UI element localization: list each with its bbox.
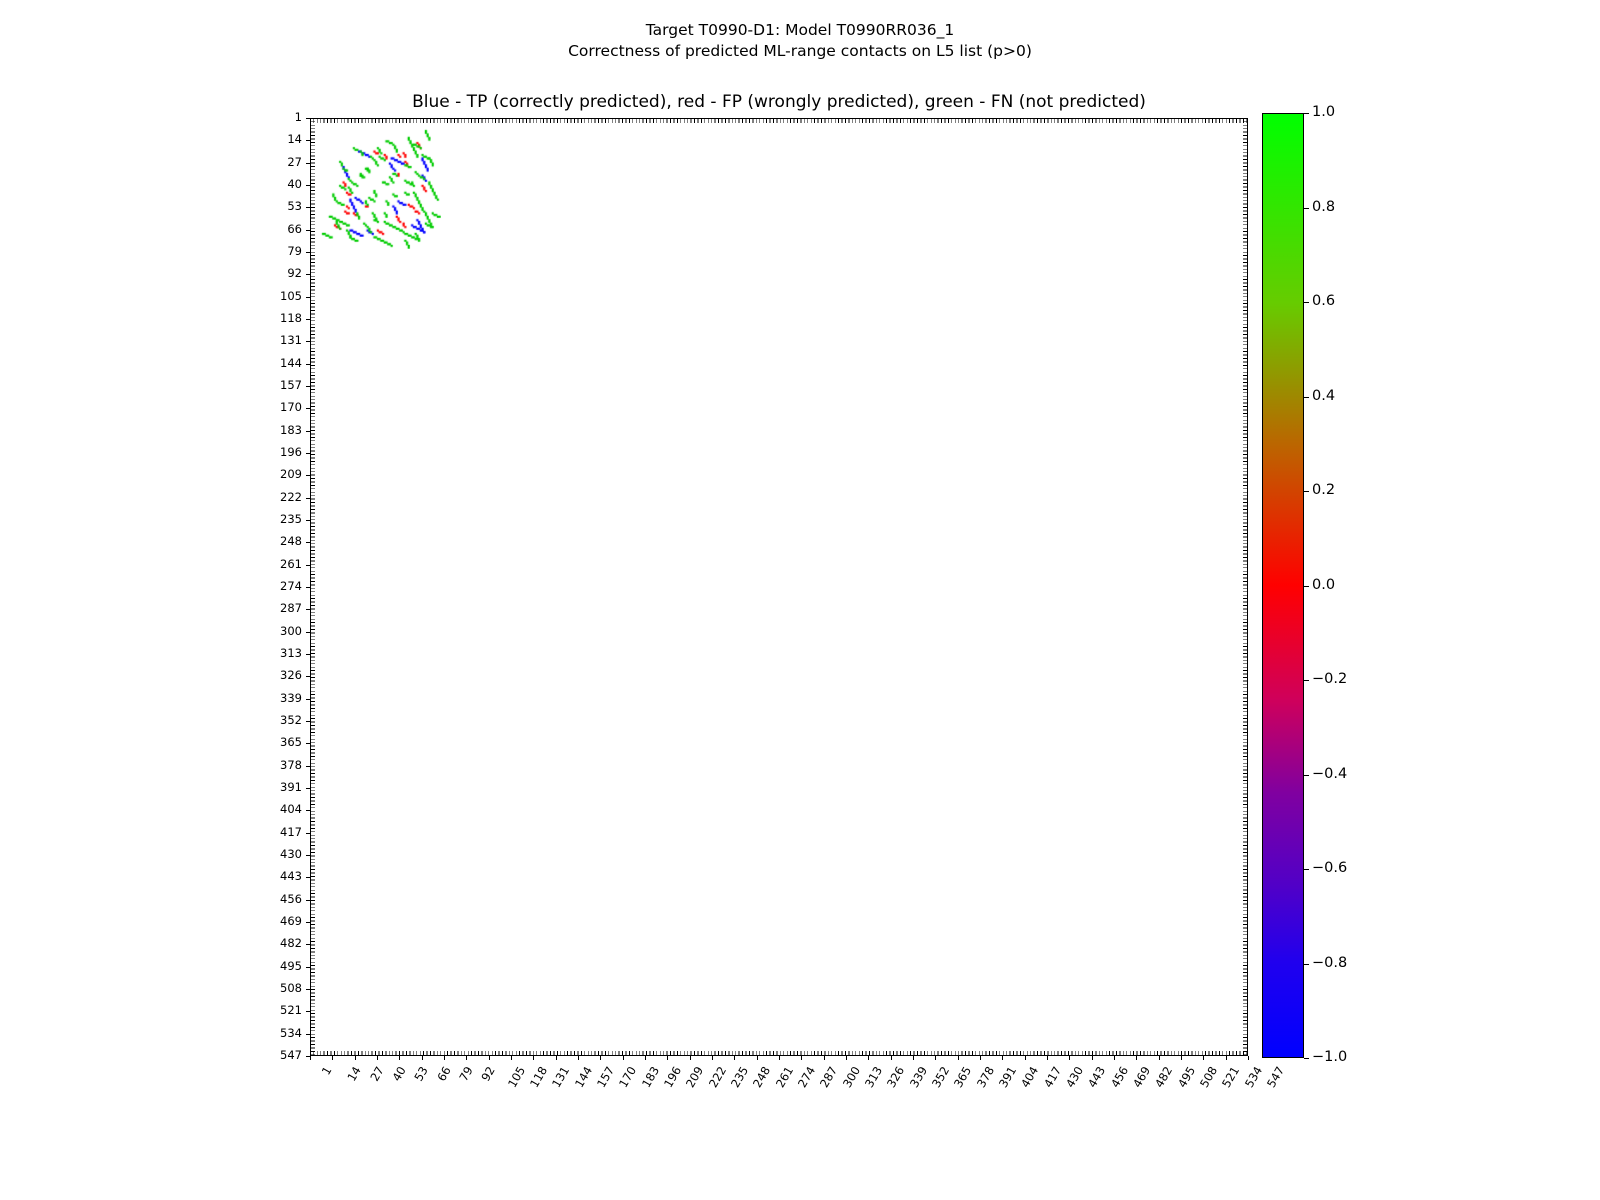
y-major-tick: [306, 855, 310, 856]
colorbar-tick-label: 0.2: [1312, 482, 1336, 498]
y-major-tick: [306, 654, 310, 655]
colorbar-tick: [1304, 302, 1309, 303]
x-tick-label: 66: [433, 1064, 454, 1084]
y-major-tick: [306, 520, 310, 521]
colorbar-tick-label: 0.8: [1312, 198, 1336, 215]
x-major-tick: [444, 1056, 445, 1060]
x-major-tick: [757, 1056, 758, 1060]
x-tick-label: 157: [593, 1064, 618, 1091]
y-tick-label: 27: [287, 154, 302, 169]
x-major-tick: [645, 1056, 646, 1060]
colorbar-tick-label: −1.0: [1312, 1049, 1348, 1065]
colorbar-tick-label: −0.2: [1312, 671, 1348, 687]
x-major-tick: [712, 1056, 713, 1060]
x-major-tick: [1114, 1056, 1115, 1060]
y-major-tick: [306, 207, 310, 208]
y-tick-label: 79: [287, 244, 302, 258]
x-tick-label: 417: [1040, 1064, 1064, 1091]
colorbar-tick: [1304, 680, 1309, 681]
colorbar-tick-label: −0.6: [1312, 860, 1348, 876]
x-major-tick: [734, 1056, 735, 1060]
x-major-tick: [578, 1056, 579, 1060]
y-tick-label: 261: [280, 556, 302, 571]
y-tick-label: 92: [287, 266, 302, 281]
y-tick-label: 53: [287, 199, 302, 214]
x-major-tick: [1181, 1056, 1182, 1060]
y-major-tick: [306, 431, 310, 432]
x-tick-label: 339: [906, 1064, 930, 1091]
y-major-tick: [306, 565, 310, 566]
legend-description: Blue - TP (correctly predicted), red - FP (wrongly predicted), green - FN (not predicted): [412, 92, 1146, 112]
x-tick-label: 118: [526, 1064, 551, 1091]
contact-map-plot[interactable]: [310, 118, 1248, 1056]
colorbar-tick-label: −0.4: [1312, 765, 1348, 782]
x-major-tick: [511, 1056, 512, 1060]
y-major-tick: [306, 274, 310, 275]
x-major-tick: [422, 1056, 423, 1060]
x-major-tick: [690, 1056, 691, 1060]
y-major-tick: [306, 788, 310, 789]
y-tick-label: 274: [280, 579, 302, 593]
y-major-tick: [306, 185, 310, 186]
y-tick-label: 170: [280, 400, 302, 415]
y-major-tick: [306, 833, 310, 834]
y-tick-label: 326: [280, 668, 302, 683]
x-tick-label: 300: [839, 1064, 863, 1091]
y-tick-label: 339: [280, 690, 302, 705]
colorbar-tick: [1304, 113, 1309, 114]
x-major-tick: [868, 1056, 869, 1060]
x-tick-label: 469: [1129, 1064, 1154, 1091]
x-major-tick: [1092, 1056, 1093, 1060]
x-major-tick: [623, 1056, 624, 1060]
x-tick-label: 209: [683, 1064, 707, 1091]
x-major-tick: [779, 1056, 780, 1060]
y-major-tick: [306, 1034, 310, 1035]
y-major-tick: [306, 922, 310, 923]
x-major-tick: [913, 1056, 914, 1060]
y-tick-label: 144: [280, 355, 302, 370]
y-major-tick: [306, 341, 310, 342]
x-tick-label: 326: [884, 1064, 908, 1091]
y-major-tick: [306, 766, 310, 767]
y-major-tick: [306, 676, 310, 677]
y-tick-label: 183: [280, 422, 302, 437]
x-major-tick: [466, 1056, 467, 1060]
y-major-tick: [306, 721, 310, 722]
x-tick-label: 313: [861, 1064, 886, 1091]
x-major-tick: [556, 1056, 557, 1060]
y-major-tick: [306, 877, 310, 878]
title-line-1: Target T0990-D1: Model T0990RR036_1: [645, 21, 955, 39]
y-tick-label: 235: [280, 512, 302, 526]
y-tick-label: 131: [280, 333, 302, 348]
x-tick-label: 40: [389, 1064, 409, 1084]
figure-title: [0, 20, 1600, 62]
x-major-tick: [1248, 1056, 1249, 1060]
colorbar-tick-label: 0.0: [1312, 576, 1336, 593]
x-major-tick: [846, 1056, 847, 1060]
y-tick-label: 352: [280, 713, 302, 727]
x-tick-label: 521: [1219, 1064, 1243, 1091]
x-tick-label: 248: [750, 1064, 774, 1091]
y-tick-label: 248: [280, 534, 302, 549]
x-major-tick: [1136, 1056, 1137, 1060]
y-major-tick: [306, 118, 310, 119]
x-major-tick: [891, 1056, 892, 1060]
x-tick-label: 365: [951, 1064, 975, 1091]
colorbar-tick-label: 0.6: [1312, 293, 1336, 309]
y-tick-label: 105: [280, 288, 302, 303]
y-axis-tick-labels: [258, 0, 302, 1200]
colorbar-tick: [1304, 397, 1309, 398]
y-major-tick: [306, 140, 310, 141]
y-tick-label: 534: [280, 1025, 302, 1040]
x-tick-label: 443: [1085, 1064, 1109, 1091]
colorbar-tick: [1304, 964, 1309, 965]
x-tick-label: 105: [504, 1064, 528, 1091]
x-major-tick: [1002, 1056, 1003, 1060]
y-tick-label: 378: [280, 757, 302, 772]
x-major-tick: [355, 1056, 356, 1060]
y-tick-label: 508: [280, 981, 302, 995]
x-major-tick: [1025, 1056, 1026, 1060]
x-major-tick: [980, 1056, 981, 1060]
y-major-tick: [306, 609, 310, 610]
colorbar-tick: [1304, 775, 1309, 776]
x-tick-label: 131: [549, 1064, 573, 1091]
colorbar-tick-label: 0.4: [1312, 387, 1336, 404]
y-tick-label: 430: [280, 847, 302, 861]
colorbar-tick-label: −0.8: [1312, 954, 1348, 971]
title-line-2: Correctness of predicted ML-range contacts on L5 list (p>0): [568, 42, 1032, 60]
x-tick-label: 92: [478, 1064, 499, 1084]
y-tick-label: 404: [280, 802, 302, 817]
x-tick-label: 53: [411, 1064, 432, 1084]
colorbar-tick: [1304, 1058, 1309, 1059]
colorbar-tick: [1304, 586, 1309, 587]
x-major-tick: [1159, 1056, 1160, 1060]
y-tick-label: 469: [280, 914, 302, 928]
y-tick-label: 157: [280, 378, 302, 392]
x-major-tick: [489, 1056, 490, 1060]
y-major-tick: [306, 542, 310, 543]
x-major-tick: [935, 1056, 936, 1060]
y-major-tick: [306, 230, 310, 231]
y-major-tick: [306, 364, 310, 365]
y-major-tick: [306, 810, 310, 811]
y-tick-label: 391: [280, 780, 302, 794]
colorbar: [1262, 113, 1304, 1058]
contact-scatter-canvas: [311, 119, 1247, 1055]
x-tick-label: 508: [1196, 1064, 1221, 1091]
y-major-tick: [306, 699, 310, 700]
x-tick-label: 27: [366, 1064, 387, 1084]
y-tick-label: 118: [280, 311, 302, 325]
x-tick-label: 261: [772, 1064, 796, 1091]
x-tick-label: 430: [1062, 1064, 1087, 1091]
y-major-tick: [306, 319, 310, 320]
x-major-tick: [377, 1056, 378, 1060]
y-major-tick: [306, 163, 310, 164]
x-tick-label: 183: [638, 1064, 662, 1091]
x-major-tick: [824, 1056, 825, 1060]
x-major-tick: [1203, 1056, 1204, 1060]
y-major-tick: [306, 1011, 310, 1012]
y-tick-label: 313: [280, 646, 302, 660]
x-tick-label: 378: [973, 1064, 997, 1091]
y-tick-label: 456: [280, 891, 302, 906]
colorbar-tick: [1304, 491, 1309, 492]
y-major-tick: [306, 743, 310, 744]
x-tick-label: 79: [456, 1064, 476, 1084]
x-major-tick: [801, 1056, 802, 1060]
y-tick-label: 482: [280, 936, 302, 951]
x-major-tick: [399, 1056, 400, 1060]
x-major-tick: [1047, 1056, 1048, 1060]
y-major-tick: [306, 900, 310, 901]
y-tick-label: 66: [287, 221, 302, 236]
y-tick-label: 300: [280, 623, 302, 638]
y-tick-label: 495: [280, 958, 302, 973]
y-tick-label: 40: [287, 177, 302, 191]
colorbar-tick: [1304, 208, 1309, 209]
y-major-tick: [306, 632, 310, 633]
y-tick-label: 443: [280, 869, 302, 884]
x-tick-label: 495: [1174, 1064, 1198, 1091]
x-major-tick: [310, 1056, 311, 1060]
x-tick-label: 287: [817, 1064, 841, 1091]
y-tick-label: 365: [280, 735, 302, 750]
y-major-tick: [306, 252, 310, 253]
x-tick-label: 547: [1263, 1064, 1288, 1091]
y-tick-label: 547: [280, 1048, 302, 1062]
x-tick-label: 196: [660, 1064, 685, 1091]
x-tick-label: 352: [928, 1064, 953, 1091]
x-tick-label: 482: [1152, 1064, 1176, 1091]
y-tick-label: 222: [280, 489, 302, 504]
y-major-tick: [306, 408, 310, 409]
x-tick-label: 235: [727, 1064, 752, 1091]
x-major-tick: [1069, 1056, 1070, 1060]
colorbar-tick-label: 1.0: [1312, 104, 1336, 120]
y-major-tick: [306, 944, 310, 945]
x-tick-label: 534: [1241, 1064, 1265, 1091]
y-major-tick: [306, 453, 310, 454]
x-tick-label: 404: [1018, 1064, 1042, 1091]
y-major-tick: [306, 587, 310, 588]
y-tick-label: 417: [280, 824, 302, 839]
colorbar-tick: [1304, 869, 1309, 870]
x-major-tick: [533, 1056, 534, 1060]
y-tick-label: 196: [280, 445, 302, 459]
y-major-tick: [306, 297, 310, 298]
x-major-tick: [332, 1056, 333, 1060]
x-major-tick: [600, 1056, 601, 1060]
x-tick-label: 274: [794, 1064, 819, 1091]
y-tick-label: 14: [287, 132, 302, 147]
y-tick-label: 287: [280, 601, 302, 616]
y-major-tick: [306, 475, 310, 476]
x-major-tick: [1226, 1056, 1227, 1060]
y-major-tick: [306, 386, 310, 387]
y-tick-label: 521: [280, 1003, 302, 1018]
x-tick-label: 170: [616, 1064, 640, 1091]
x-tick-label: 222: [705, 1064, 729, 1091]
y-tick-label: 1: [294, 110, 302, 124]
x-tick-label: 1: [318, 1064, 335, 1078]
y-major-tick: [306, 967, 310, 968]
y-major-tick: [306, 498, 310, 499]
y-major-tick: [306, 989, 310, 990]
x-tick-label: 144: [571, 1064, 595, 1091]
x-tick-label: 14: [344, 1064, 365, 1084]
x-tick-label: 456: [1107, 1064, 1131, 1091]
x-tick-label: 391: [995, 1064, 1020, 1091]
x-major-tick: [958, 1056, 959, 1060]
y-tick-label: 209: [280, 467, 302, 482]
x-major-tick: [667, 1056, 668, 1060]
